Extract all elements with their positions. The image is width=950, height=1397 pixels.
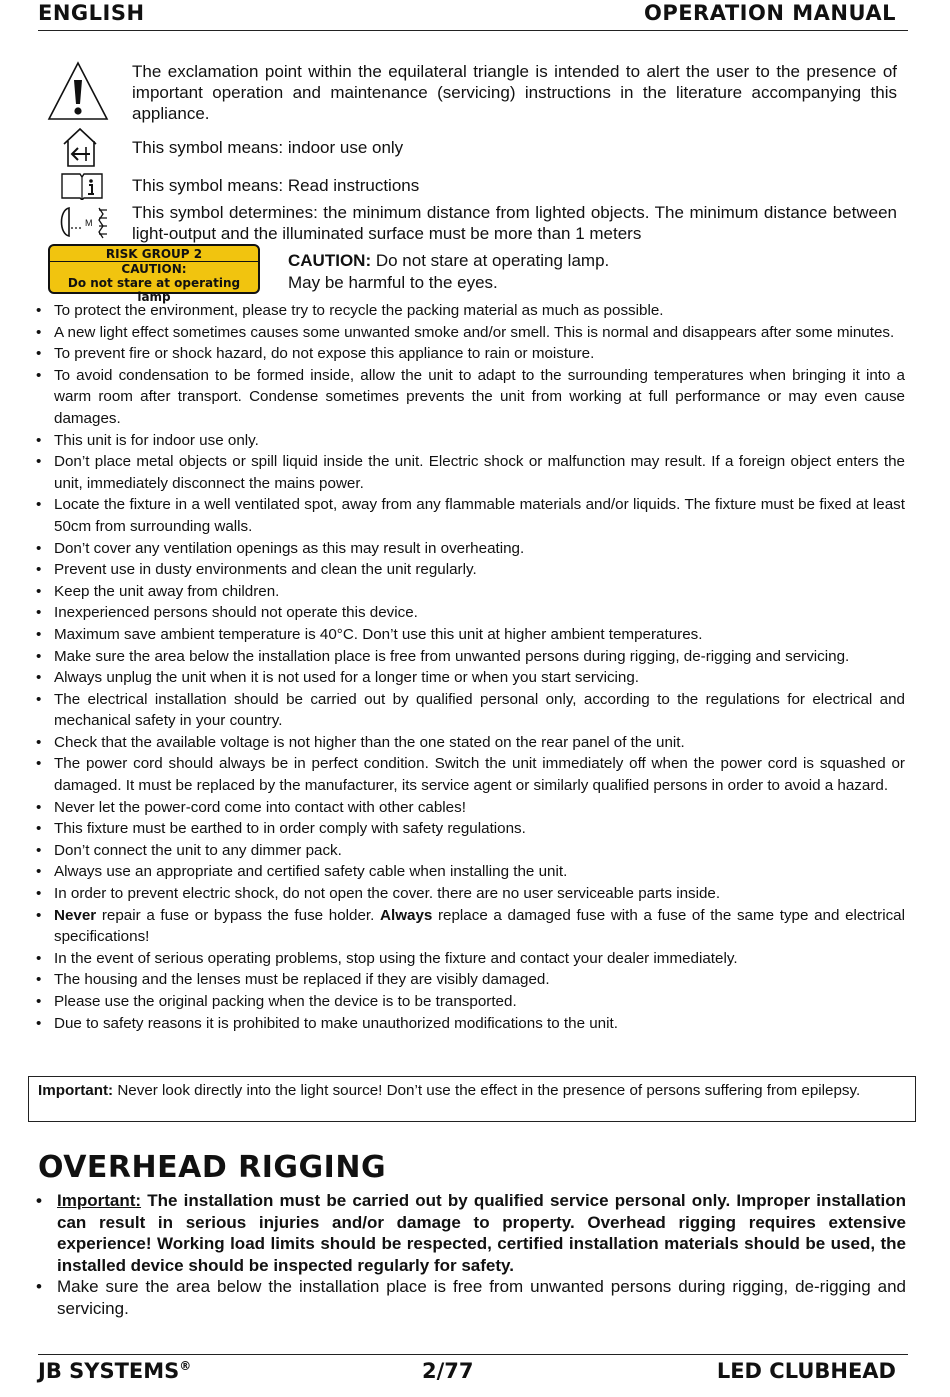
list-item: • Please use the original packing when the device is to be transported.: [28, 991, 905, 1013]
fuse-mid: repair a fuse or bypass the fuse holder.: [96, 906, 380, 924]
list-item: • Make sure the area below the installation place is free from unwanted persons during rigging, de-rigging and servicing.: [28, 1276, 906, 1319]
list-item: • Always use an appropriate and certified safety cable when installing the unit.: [28, 861, 905, 883]
list-item: • Maximum save ambient temperature is 40°C. Don’t use this unit at higher ambient temperatures.: [28, 624, 905, 646]
read-symbol-text: This symbol means: Read instructions: [132, 176, 420, 195]
list-item: • Check that the available voltage is not higher than the one stated on the rear panel of the unit.: [28, 732, 905, 754]
important-label: Important:: [38, 1082, 114, 1099]
page-number: 2/77: [422, 1359, 474, 1383]
list-item: • In the event of serious operating problems, stop using the fixture and contact your dealer immediately.: [28, 948, 905, 970]
list-item: • Don’t connect the unit to any dimmer pack.: [28, 840, 905, 862]
list-item: • This fixture must be earthed to in order comply with safety regulations.: [28, 818, 905, 840]
list-item: • Locate the fixture in a well ventilated spot, away from any flammable materials and/or liquids. The fixture must be fixed at least 50cm from surrounding walls.: [28, 494, 905, 537]
list-item: • To protect the environment, please try to recycle the packing material as much as possible.: [28, 300, 905, 322]
caution-text: [288, 250, 609, 294]
indoor-use-icon: [60, 126, 100, 168]
read-instructions-icon: [60, 170, 104, 200]
list-item: • Don’t place metal objects or spill liquid inside the unit. Electric shock or malfunction may result. If a foreign object enters the unit, immediately disconnect the mains power.: [28, 451, 905, 494]
safety-rules-list: [28, 300, 905, 1034]
list-item: • Inexperienced persons should not operate this device.: [28, 602, 905, 624]
list-item: • Never let the power-cord come into contact with other cables!: [28, 797, 905, 819]
list-item: • To avoid condensation to be formed inside, allow the unit to adapt to the surrounding temperatures when bringing it into a warm room after transport. Condense sometimes prevents the unit from working at full performance or may even cause damages.: [28, 365, 905, 430]
important-text: Never look directly into the light source! Don’t use the effect in the presence of persons suffering from epilepsy.: [113, 1082, 861, 1099]
footer-brand: [38, 1359, 191, 1383]
warning-triangle-icon: [46, 60, 110, 122]
list-item: • This unit is for indoor use only.: [28, 430, 905, 452]
list-item: • To prevent fire or shock hazard, do not expose this appliance to rain or moisture.: [28, 343, 905, 365]
list-item: • Prevent use in dusty environments and clean the unit regularly.: [28, 559, 905, 581]
rigging-important-text: The installation must be carried out by qualified service personal only. Improper installation can result in serious injuries and/or damage to property. Overhead rigging requires extensive experience! Working load limits should be respected, certified installation materials should be used, the installed device should be inspected regularly for safety.: [57, 1191, 906, 1275]
indoor-symbol-text: This symbol means: indoor use only: [132, 138, 404, 157]
list-item: • In order to prevent electric shock, do not open the cover. there are no user serviceable parts inside.: [28, 883, 905, 905]
list-item: • Due to safety reasons it is prohibited to make unauthorized modifications to the unit.: [28, 1013, 905, 1035]
section-title: OVERHEAD RIGGING: [38, 1150, 387, 1185]
registered-mark: ®: [179, 1359, 192, 1373]
header-title: OPERATION MANUAL: [643, 1, 896, 25]
list-item: • Always unplug the unit when it is not used for a longer time or when you start servicing.: [28, 667, 905, 689]
footer-brand-name: JB SYSTEMS: [38, 1359, 180, 1383]
distance-icon-label: M: [85, 218, 93, 228]
rigging-list: [28, 1190, 906, 1320]
badge-warning: Do not stare at operating lamp: [67, 276, 241, 304]
caution-line2: May be harmful to the eyes.: [288, 273, 498, 292]
fuse-rest: replace a damaged fuse with a fuse of the same type and electrical specifications!: [54, 906, 905, 946]
list-item: • Keep the unit away from children.: [28, 581, 905, 603]
list-item: • The electrical installation should be carried out by qualified personal only, according to the regulations for electrical and mechanical safety in your country.: [28, 689, 905, 732]
badge-caution: CAUTION:: [121, 262, 187, 276]
minimum-distance-icon: [55, 204, 111, 240]
header-language: ENGLISH: [38, 1, 145, 25]
list-item-fuse: [28, 905, 905, 948]
caution-label: CAUTION:: [288, 251, 372, 270]
rigging-important-label: Important:: [57, 1191, 142, 1210]
badge-risk-group: RISK GROUP 2: [50, 246, 258, 262]
page-footer: [38, 1354, 908, 1395]
important-box: [28, 1076, 916, 1122]
caution-line1: Do not stare at operating lamp.: [371, 251, 610, 270]
page-header: [38, 0, 908, 31]
fuse-never: Never: [54, 906, 97, 924]
warning-symbol-text: The exclamation point within the equilateral triangle is intended to alert the user to the presence of important operation and maintenance (servicing) instructions in the literature accompanying this appliance.: [132, 62, 897, 123]
fuse-always: Always: [380, 906, 433, 924]
list-item: • The housing and the lenses must be replaced if they are visibly damaged.: [28, 969, 905, 991]
risk-group-badge: [48, 244, 260, 304]
distance-symbol-text: This symbol determines: the minimum distance from lighted objects. The minimum distance between light-output and the illuminated surface must be more than 1 meters: [132, 203, 897, 243]
list-item: • The power cord should always be in perfect condition. Switch the unit immediately off when the power cord is squashed or damaged. It must be replaced by the manufacturer, its service agent or similarly qualified persons in order to avoid a hazard.: [28, 753, 905, 796]
list-item: • A new light effect sometimes causes some unwanted smoke and/or smell. This is normal and disappears after some minutes.: [28, 322, 905, 344]
list-item: [28, 1190, 906, 1276]
footer-product: LED CLUBHEAD: [716, 1359, 896, 1383]
list-item: • Make sure the area below the installation place is free from unwanted persons during rigging, de-rigging and servicing.: [28, 646, 905, 668]
list-item: • Don’t cover any ventilation openings as this may result in overheating.: [28, 538, 905, 560]
